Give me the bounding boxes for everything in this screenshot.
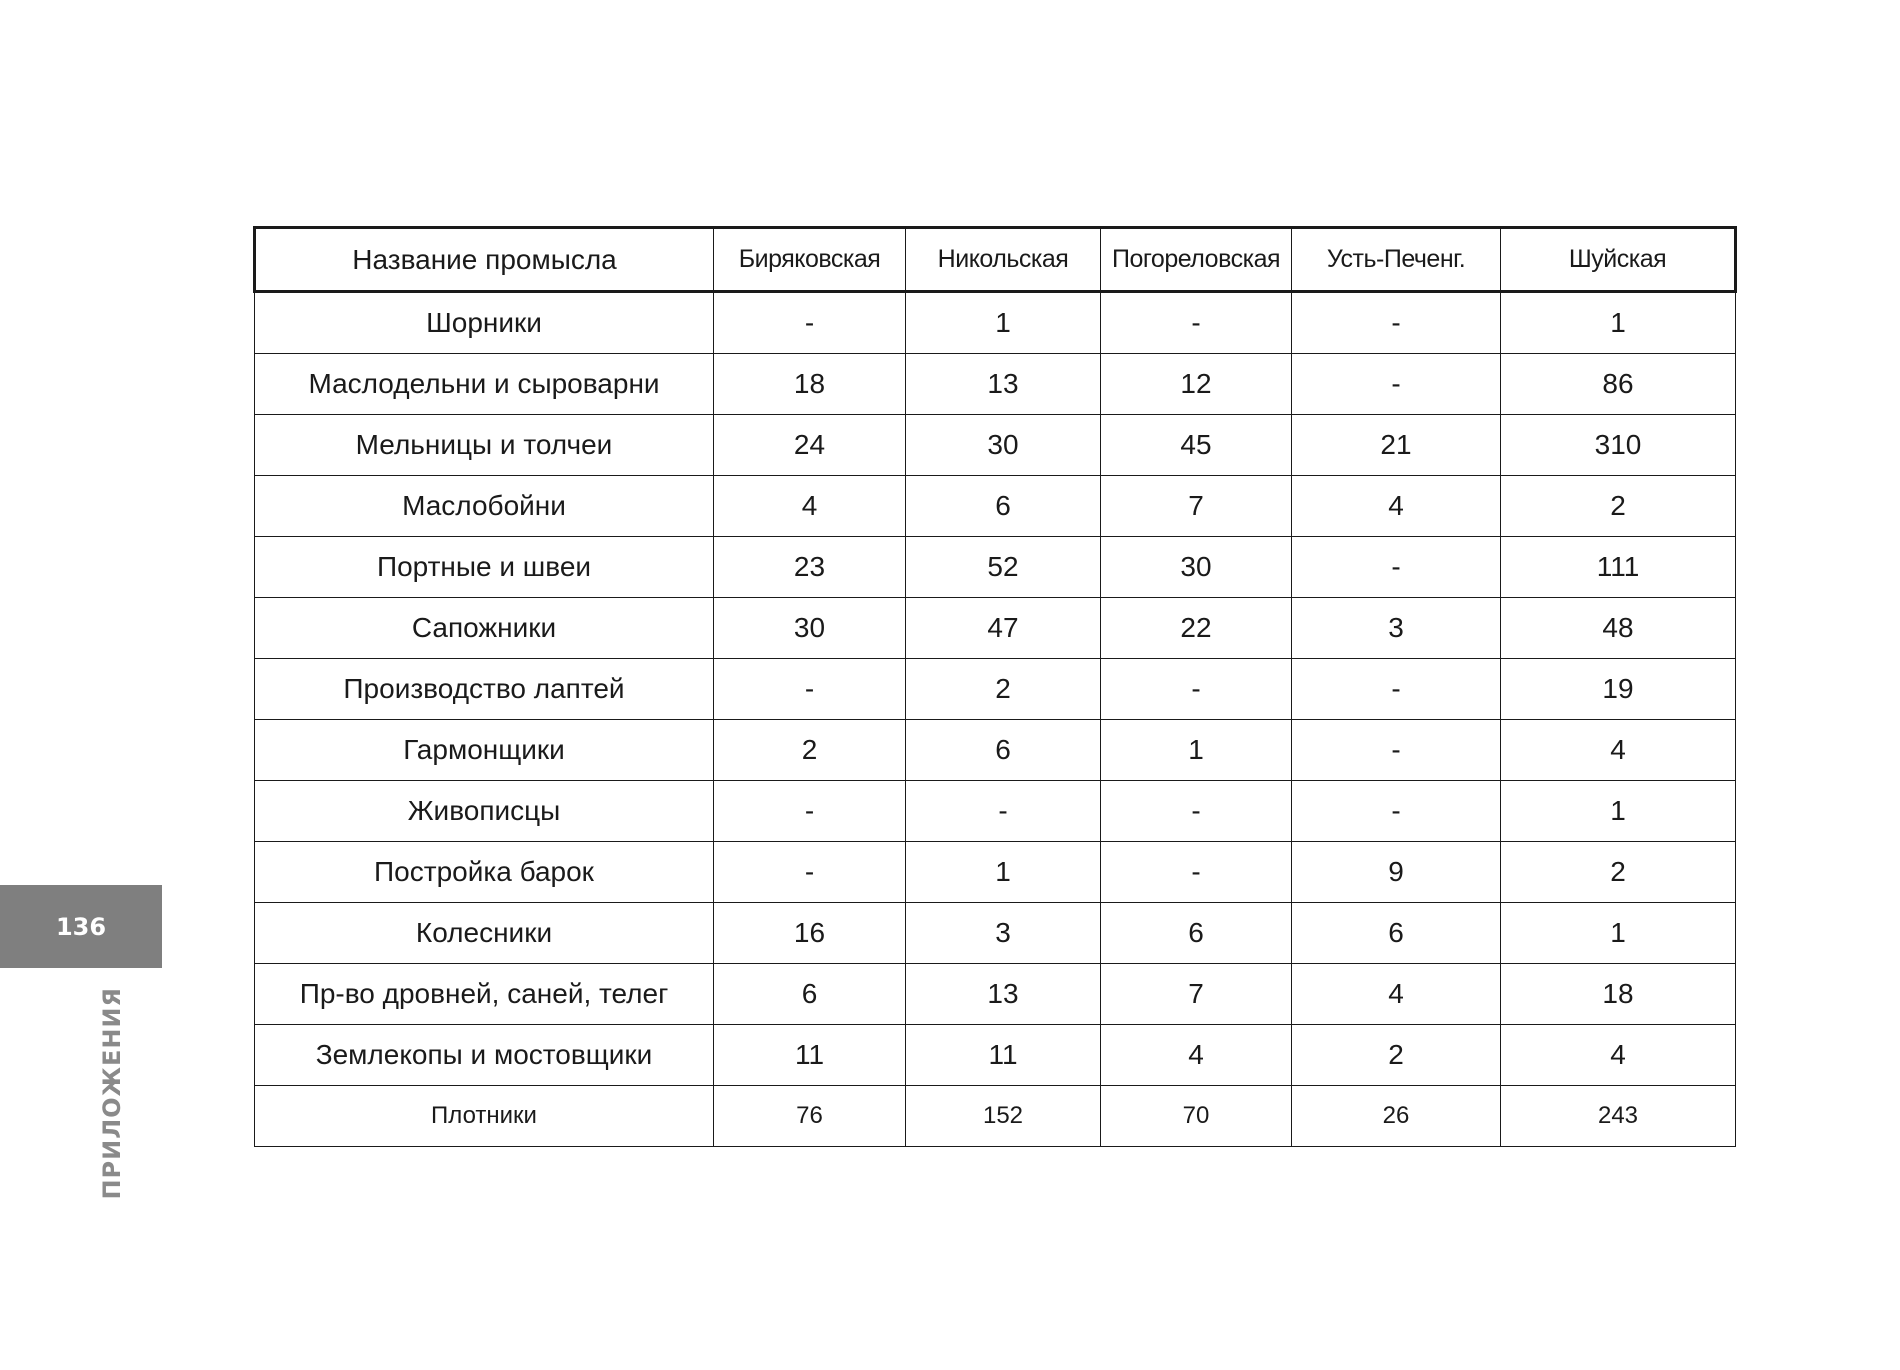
trade-name-cell: Пр-во дровней, саней, телег xyxy=(255,964,714,1025)
table-row xyxy=(255,964,1736,1025)
table-row xyxy=(255,537,1736,598)
trade-name-cell: Постройка барок xyxy=(255,842,714,903)
value-cell: 1 xyxy=(906,842,1101,903)
value-cell: 13 xyxy=(906,964,1101,1025)
value-cell: 21 xyxy=(1292,415,1501,476)
value-cell: 4 xyxy=(1501,1025,1736,1086)
value-cell: 1 xyxy=(1501,903,1736,964)
trade-name-cell: Сапожники xyxy=(255,598,714,659)
header-shuyskaya: Шуйская xyxy=(1501,228,1736,292)
trade-name-cell: Живописцы xyxy=(255,781,714,842)
value-cell: - xyxy=(714,292,906,354)
table-row xyxy=(255,292,1736,354)
value-cell: 1 xyxy=(906,292,1101,354)
table-row xyxy=(255,415,1736,476)
value-cell: 243 xyxy=(1501,1086,1736,1147)
value-cell: - xyxy=(906,781,1101,842)
table-row xyxy=(255,1086,1736,1147)
value-cell: 22 xyxy=(1101,598,1292,659)
value-cell: - xyxy=(1292,720,1501,781)
value-cell: 11 xyxy=(714,1025,906,1086)
value-cell: 1 xyxy=(1101,720,1292,781)
value-cell: 4 xyxy=(1101,1025,1292,1086)
trade-name-cell: Землекопы и мостовщики xyxy=(255,1025,714,1086)
value-cell: - xyxy=(1292,781,1501,842)
header-nikolskaya: Никольская xyxy=(906,228,1101,292)
trade-name-cell: Шорники xyxy=(255,292,714,354)
page-number-tab xyxy=(0,885,162,968)
value-cell: 30 xyxy=(906,415,1101,476)
page-number: 136 xyxy=(55,912,107,941)
value-cell: 6 xyxy=(1292,903,1501,964)
table-row xyxy=(255,903,1736,964)
value-cell: - xyxy=(1101,842,1292,903)
value-cell: 48 xyxy=(1501,598,1736,659)
value-cell: 13 xyxy=(906,354,1101,415)
value-cell: 152 xyxy=(906,1086,1101,1147)
value-cell: 18 xyxy=(1501,964,1736,1025)
section-title: ПРИЛОЖЕНИЯ xyxy=(98,987,126,1200)
value-cell: 6 xyxy=(714,964,906,1025)
value-cell: - xyxy=(714,781,906,842)
value-cell: 30 xyxy=(714,598,906,659)
value-cell: 6 xyxy=(906,476,1101,537)
table-row xyxy=(255,781,1736,842)
value-cell: 70 xyxy=(1101,1086,1292,1147)
header-trade-name: Название промысла xyxy=(255,228,714,292)
trade-name-cell: Колесники xyxy=(255,903,714,964)
value-cell: 24 xyxy=(714,415,906,476)
value-cell: 3 xyxy=(1292,598,1501,659)
value-cell: 52 xyxy=(906,537,1101,598)
value-cell: - xyxy=(1292,659,1501,720)
trade-name-cell: Маслобойни xyxy=(255,476,714,537)
value-cell: 7 xyxy=(1101,476,1292,537)
value-cell: 16 xyxy=(714,903,906,964)
value-cell: 76 xyxy=(714,1086,906,1147)
value-cell: 111 xyxy=(1501,537,1736,598)
table-row xyxy=(255,354,1736,415)
value-cell: - xyxy=(1101,659,1292,720)
value-cell: 310 xyxy=(1501,415,1736,476)
table-row xyxy=(255,1025,1736,1086)
value-cell: 30 xyxy=(1101,537,1292,598)
value-cell: - xyxy=(714,659,906,720)
value-cell: 2 xyxy=(1501,842,1736,903)
value-cell: 2 xyxy=(1292,1025,1501,1086)
value-cell: 18 xyxy=(714,354,906,415)
value-cell: 1 xyxy=(1501,292,1736,354)
header-biryakovskaya: Биряковская xyxy=(714,228,906,292)
value-cell: 9 xyxy=(1292,842,1501,903)
value-cell: - xyxy=(1292,292,1501,354)
value-cell: 26 xyxy=(1292,1086,1501,1147)
value-cell: 19 xyxy=(1501,659,1736,720)
value-cell: 6 xyxy=(1101,903,1292,964)
table-row xyxy=(255,476,1736,537)
value-cell: 4 xyxy=(1501,720,1736,781)
value-cell: 1 xyxy=(1501,781,1736,842)
trade-name-cell: Портные и швеи xyxy=(255,537,714,598)
trade-name-cell: Мельницы и толчеи xyxy=(255,415,714,476)
value-cell: - xyxy=(1101,781,1292,842)
table-row xyxy=(255,720,1736,781)
value-cell: 86 xyxy=(1501,354,1736,415)
table-row xyxy=(255,598,1736,659)
value-cell: - xyxy=(1292,354,1501,415)
value-cell: 4 xyxy=(714,476,906,537)
table-row xyxy=(255,659,1736,720)
trade-name-cell: Гармонщики xyxy=(255,720,714,781)
value-cell: 11 xyxy=(906,1025,1101,1086)
value-cell: 4 xyxy=(1292,476,1501,537)
table-row xyxy=(255,842,1736,903)
value-cell: - xyxy=(1101,292,1292,354)
value-cell: 3 xyxy=(906,903,1101,964)
header-pogorelovskaya: Погореловская xyxy=(1101,228,1292,292)
value-cell: 4 xyxy=(1292,964,1501,1025)
value-cell: 2 xyxy=(906,659,1101,720)
value-cell: - xyxy=(1292,537,1501,598)
value-cell: 6 xyxy=(906,720,1101,781)
header-ust-pecheng: Усть-Печенг. xyxy=(1292,228,1501,292)
trades-table xyxy=(253,226,1737,1147)
value-cell: 7 xyxy=(1101,964,1292,1025)
value-cell: 47 xyxy=(906,598,1101,659)
value-cell: - xyxy=(714,842,906,903)
trade-name-cell: Производство лаптей xyxy=(255,659,714,720)
trade-name-cell: Маслодельни и сыроварни xyxy=(255,354,714,415)
value-cell: 2 xyxy=(714,720,906,781)
table-header-row xyxy=(255,228,1736,292)
trade-name-cell: Плотники xyxy=(255,1086,714,1147)
value-cell: 2 xyxy=(1501,476,1736,537)
value-cell: 45 xyxy=(1101,415,1292,476)
value-cell: 23 xyxy=(714,537,906,598)
value-cell: 12 xyxy=(1101,354,1292,415)
